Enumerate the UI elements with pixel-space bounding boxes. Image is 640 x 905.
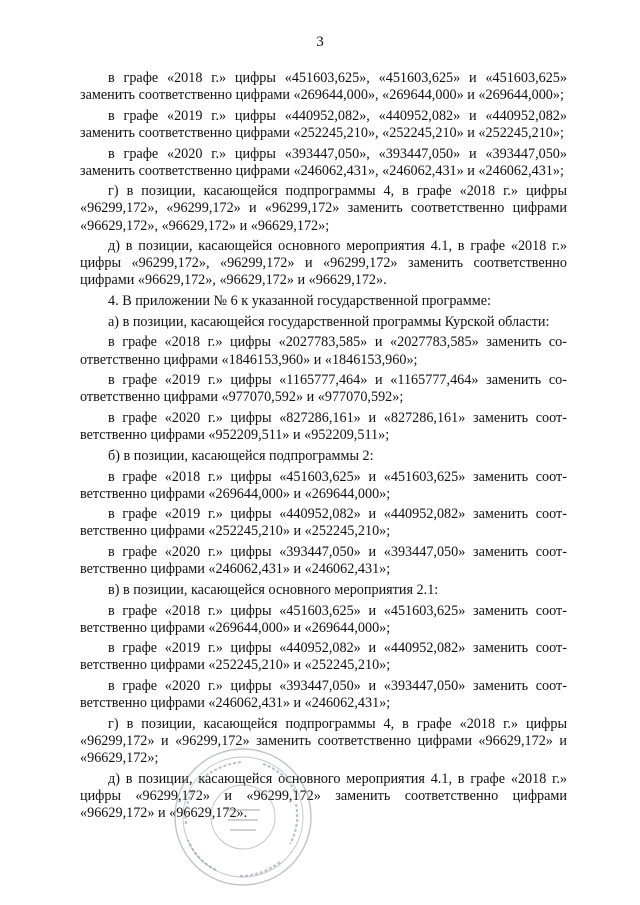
- paragraph: а) в позиции, касающейся государственной программы Курской области:: [108, 313, 550, 330]
- paragraph: в графе «2018 г.» цифры «451603,625» и «451603,625» заменить соответственно цифрами «269644,000» и «269644,000»;: [80, 602, 567, 636]
- paragraph: в графе «2020 г.» цифры «393447,050» и «393447,050» заменить соответственно цифрами «246062,431» и «246062,431»;: [80, 544, 567, 578]
- paragraph: в графе «2018 г.» цифры «2027783,585» и «2027783,585» заменить соответственно цифрами «1846153,960» и «1846153,960»;: [80, 334, 567, 368]
- page-number: 3: [316, 34, 324, 50]
- paragraph: в графе «2020 г.» цифры «393447,050» и «393447,050» заменить соответственно цифрами «246062,431» и «246062,431»;: [80, 678, 567, 712]
- paragraph: в графе «2019 г.» цифры «440952,082» и «440952,082» заменить соответственно цифрами «252245,210» и «252245,210»;: [80, 640, 567, 674]
- paragraph: в графе «2018 г.» цифры «451603,625» и «451603,625» заменить соответственно цифрами «269644,000» и «269644,000»;: [80, 468, 567, 502]
- paragraph: г) в позиции, касающейся подпрограммы 4, в графе «2018 г.» цифры «96299,172», «96299,172» и «96299,172» заменить соответственно цифрами «96629,172», «96629,172» и «96629,172»;: [80, 183, 567, 234]
- paragraph: в графе «2019 г.» цифры «440952,082» и «440952,082» заменить соответственно цифрами «252245,210» и «252245,210»;: [80, 506, 567, 540]
- paragraph: в) в позиции, касающейся основного мероприятия 2.1:: [108, 581, 439, 598]
- paragraph: 4. В приложении № 6 к указанной государственной программе:: [108, 293, 491, 310]
- paragraph: д) в позиции, касающейся основного мероприятия 4.1, в графе «2018 г.» цифры «96299,172», «96299,172» и «96299,172» заменить соответственно цифрами «96629,172», «96629,172» и «96629,172».: [80, 238, 567, 289]
- paragraph: в графе «2020 г.» цифры «827286,161» и «827286,161» заменить соответственно цифрами «952209,511» и «952209,511»;: [80, 410, 567, 444]
- paragraph: в графе «2019 г.» цифры «440952,082», «440952,082» и «440952,082» заменить соответственно цифрами «252245,210», «252245,210» и «252245,210»;: [80, 107, 567, 141]
- paragraph: б) в позиции, касающейся подпрограммы 2:: [108, 447, 374, 464]
- paragraph: г) в позиции, касающейся подпрограммы 4, в графе «2018 г.» цифры «96299,172» и «96299,172» заменить соответственно цифрами «96629,172» и «96629,172»;: [80, 715, 567, 767]
- document-body: [80, 70, 567, 826]
- paragraph: д) в позиции, касающейся основного мероприятия 4.1, в графе «2018 г.» цифры «96299,172» и «96299,172» заменить соответственно цифрами «96629,172» и «96629,172».: [80, 770, 567, 821]
- paragraph: в графе «2020 г.» цифры «393447,050», «393447,050» и «393447,050» заменить соответственно цифрами «246062,431», «246062,431» и «246062,431»;: [80, 145, 567, 179]
- paragraph: в графе «2018 г.» цифры «451603,625», «451603,625» и «451603,625» заменить соответственно цифрами «269644,000», «269644,000» и «269644,000»;: [80, 70, 567, 104]
- paragraph: в графе «2019 г.» цифры «1165777,464» и «1165777,464» заменить соответственно цифрами «977070,592» и «977070,592»;: [80, 372, 567, 406]
